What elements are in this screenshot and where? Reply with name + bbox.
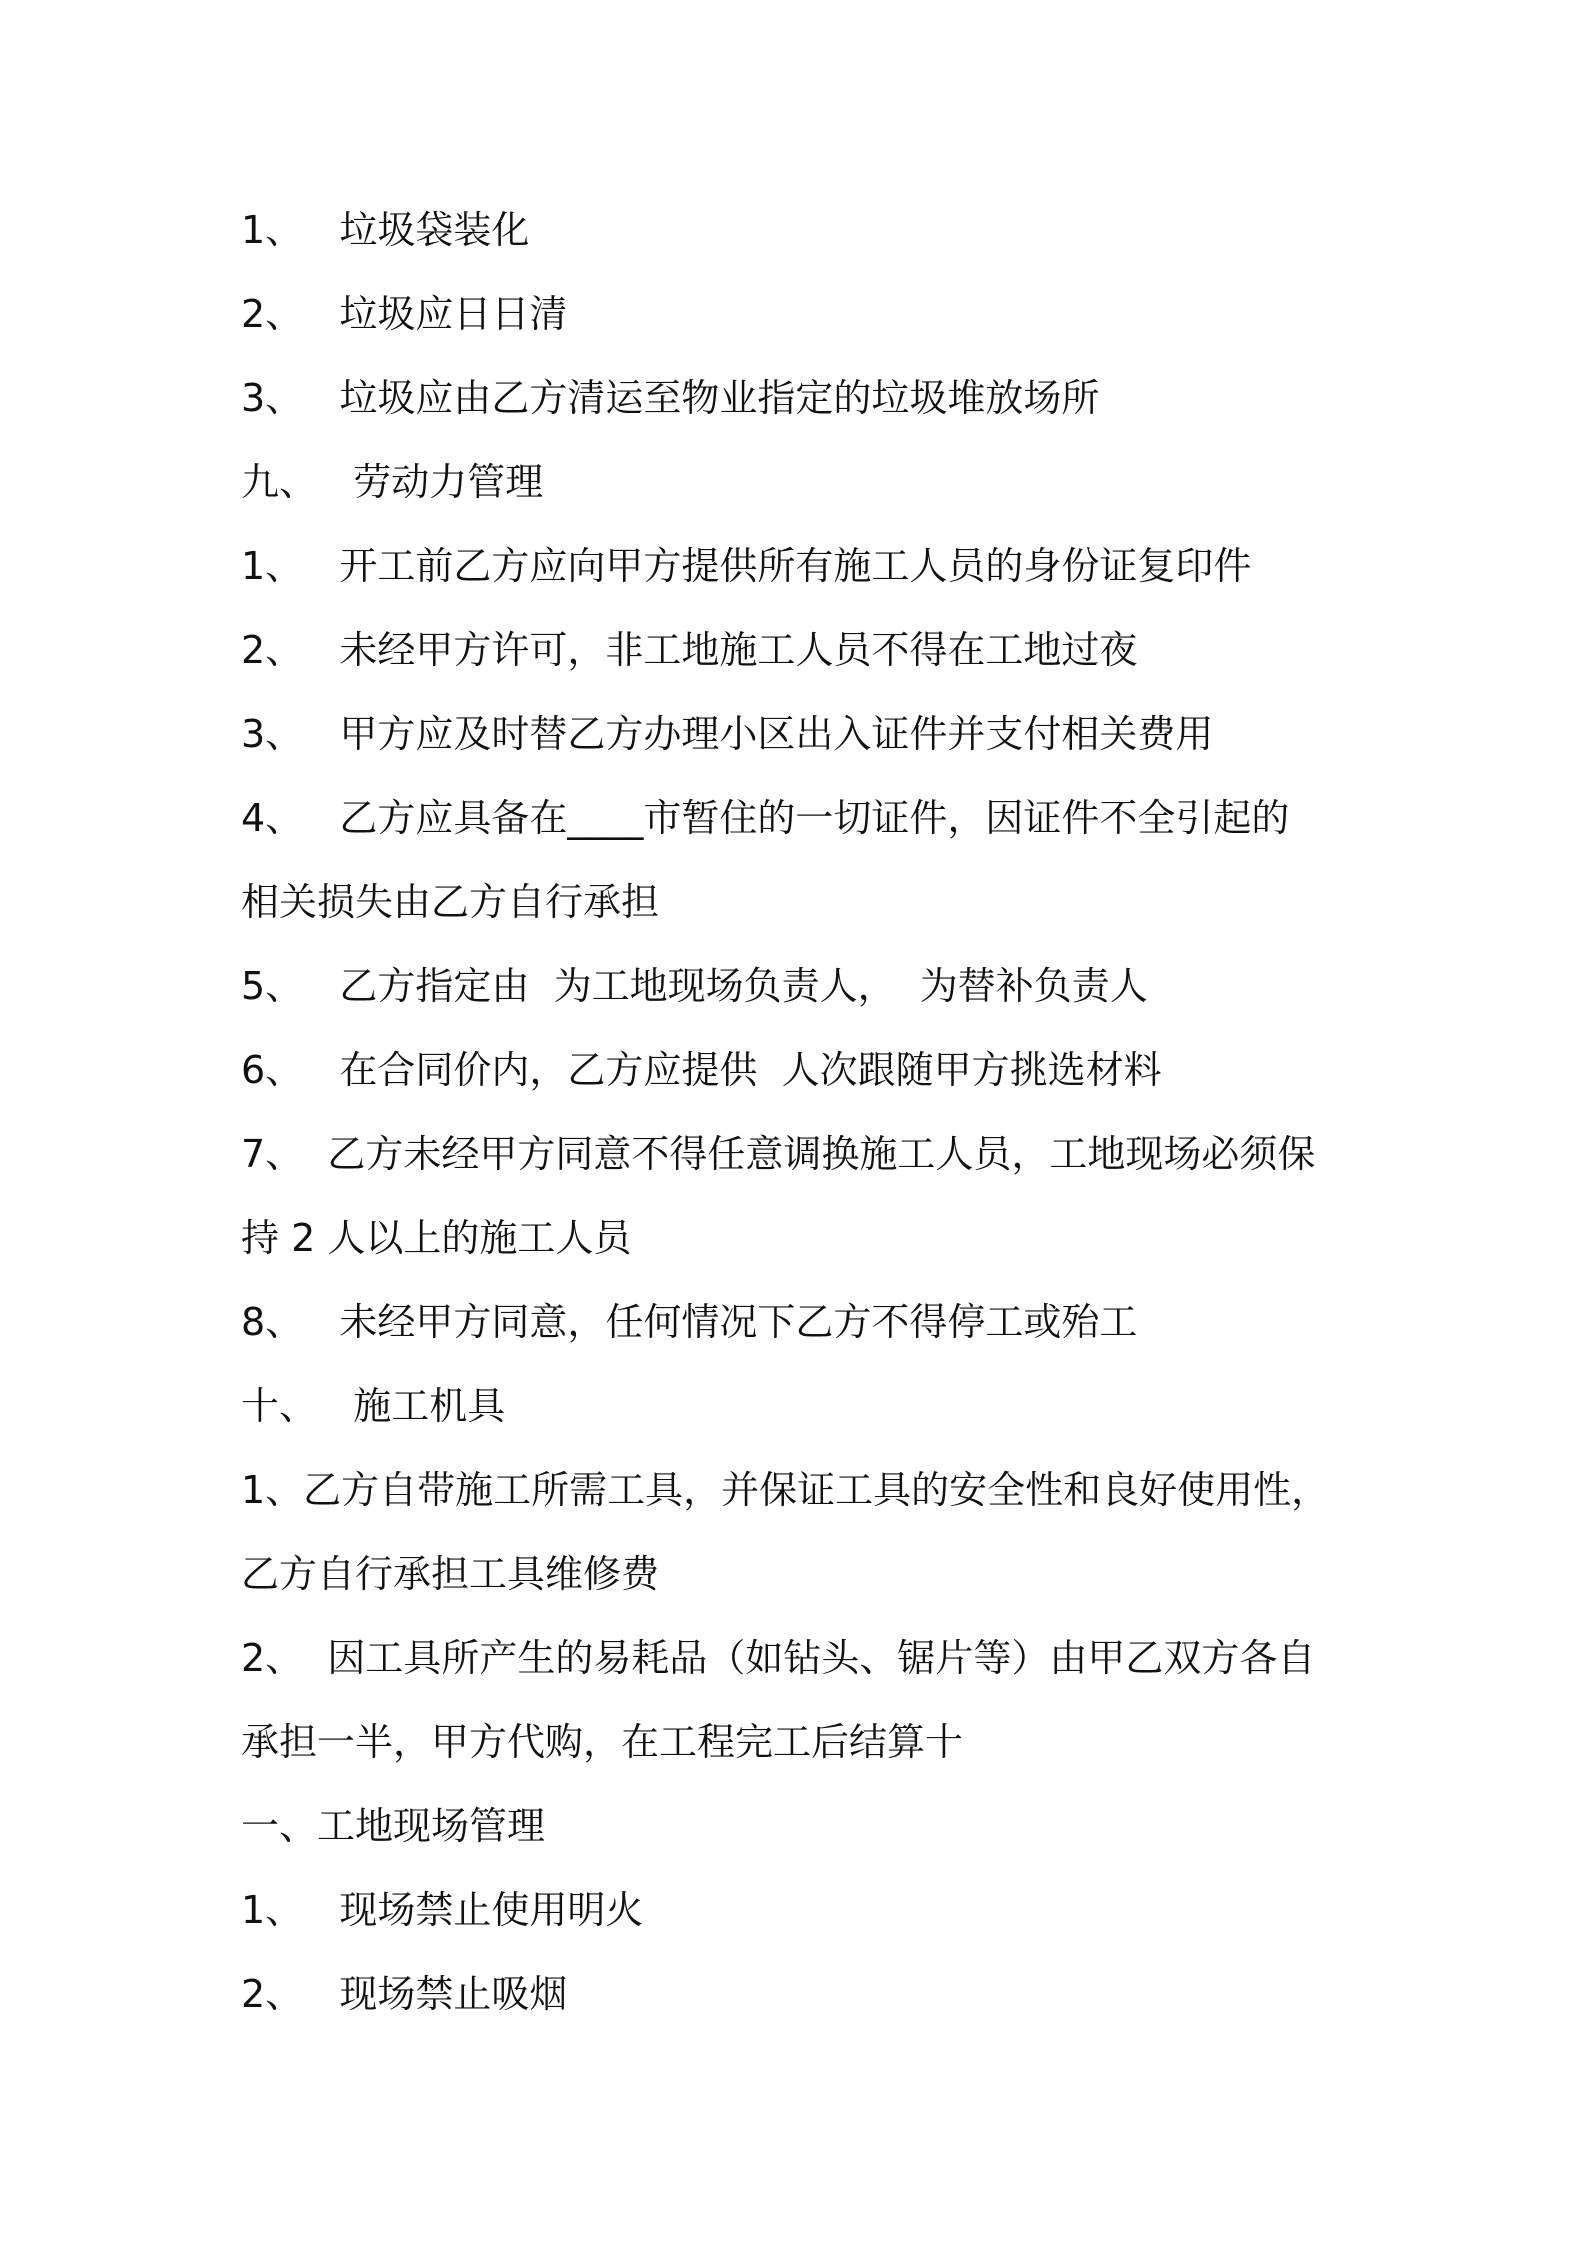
text-line: 8、 未经甲方同意，任何情况下乙方不得停工或殆工	[241, 1300, 1138, 1344]
text-line: 1、 垃圾袋装化	[241, 208, 530, 252]
section-heading: 九、 劳动力管理	[241, 460, 544, 504]
text-line: 相关损失由乙方自行承担	[241, 880, 660, 924]
text-line: 3、 甲方应及时替乙方办理小区出入证件并支付相关费用	[241, 712, 1214, 756]
section-heading: 十、 施工机具	[241, 1384, 506, 1428]
text-line: 4、 乙方应具备在____市暂住的一切证件，因证件不全引起的	[241, 796, 1290, 840]
text-line: 承担一半，甲方代购，在工程完工后结算十	[241, 1720, 964, 1764]
text-line: 乙方自行承担工具维修费	[241, 1552, 660, 1596]
text-line: 1、乙方自带施工所需工具，并保证工具的安全性和良好使用性，	[241, 1468, 1330, 1512]
text-line: 1、 开工前乙方应向甲方提供所有施工人员的身份证复印件	[241, 544, 1252, 588]
text-line: 7、 乙方未经甲方同意不得任意调换施工人员，工地现场必须保	[241, 1132, 1316, 1176]
text-line: 5、 乙方指定由 为工地现场负责人， 为替补负责人	[241, 964, 1148, 1008]
text-line: 2、 现场禁止吸烟	[241, 1972, 568, 2016]
section-heading: 一、工地现场管理	[241, 1804, 546, 1848]
text-line: 持 2 人以上的施工人员	[241, 1216, 632, 1260]
text-line: 2、 未经甲方许可，非工地施工人员不得在工地过夜	[241, 628, 1138, 672]
text-line: 2、 垃圾应日日清	[241, 292, 568, 336]
text-line: 6、 在合同价内，乙方应提供 人次跟随甲方挑选材料	[241, 1048, 1162, 1092]
text-line: 2、 因工具所产生的易耗品（如钻头、锯片等）由甲乙双方各自	[241, 1636, 1316, 1680]
text-line: 1、 现场禁止使用明火	[241, 1888, 644, 1932]
text-line: 3、 垃圾应由乙方清运至物业指定的垃圾堆放场所	[241, 376, 1100, 420]
document-body	[241, 188, 1351, 2036]
